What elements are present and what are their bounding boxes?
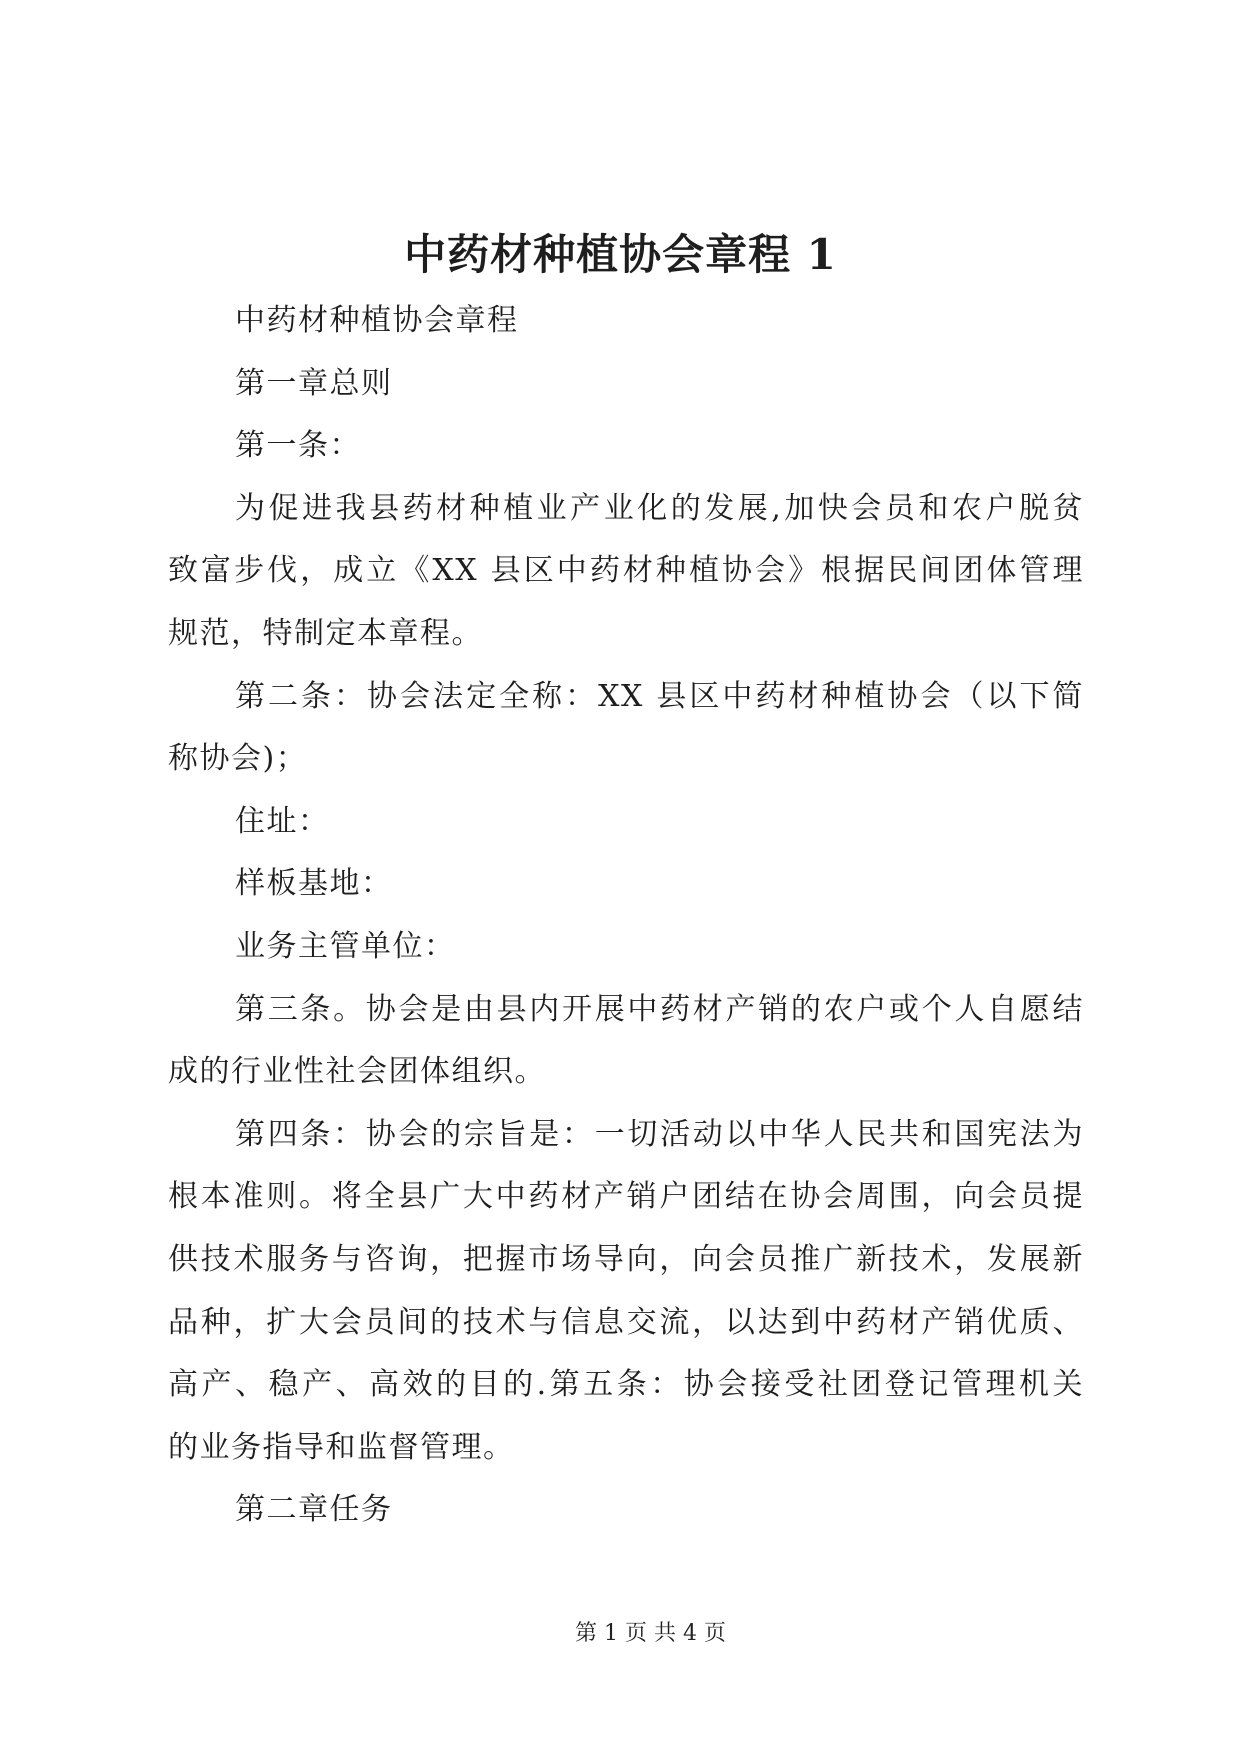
text-line: 中药材种植协会章程 <box>235 303 519 338</box>
paragraph <box>168 916 1084 979</box>
text-line: 为促进我县药材种植业产业化的发展,加快会员和农户脱贫 <box>235 490 1084 526</box>
text-line: 品种，扩大会员间的技术与信息交流，以达到中药材产销优质、 <box>168 1304 1084 1340</box>
text-line: 住址： <box>235 803 330 839</box>
text-line: 第一条： <box>235 428 361 464</box>
text-line: 第二章任务 <box>235 1492 393 1528</box>
paragraph <box>168 791 1084 854</box>
paragraph <box>168 290 1084 353</box>
text-line: 供技术服务与咨询，把握市场导向，向会员推广新技术，发展新 <box>168 1241 1084 1277</box>
paragraph <box>168 853 1084 916</box>
text-line: 第二条：协会法定全称：XX 县区中药材种植协会（以下简 <box>235 678 1084 714</box>
paragraph <box>168 1104 1084 1480</box>
document-body <box>168 290 1084 1542</box>
paragraph <box>168 1479 1084 1542</box>
paragraph <box>168 478 1084 666</box>
text-line: 规范，特制定本章程。 <box>168 615 483 651</box>
text-line: 成的行业性社会团体组织。 <box>168 1054 546 1090</box>
text-line: 第三条。协会是由县内开展中药材产销的农户或个人自愿结 <box>235 991 1084 1027</box>
text-line: 称协会)； <box>168 741 308 777</box>
text-line: 样板基地： <box>235 866 393 902</box>
text-line: 第一章总则 <box>235 365 393 401</box>
page-number-footer: 第 1 页 共 4 页 <box>575 1621 726 1646</box>
text-line: 根本准则。将全县广大中药材产销户团结在协会周围，向会员提 <box>168 1179 1084 1215</box>
document-title: 中药材种植协会章程 1 <box>404 230 837 279</box>
text-line: 业务主管单位： <box>235 928 456 964</box>
paragraph <box>168 979 1084 1104</box>
paragraph <box>168 353 1084 416</box>
paragraph <box>168 666 1084 791</box>
text-line: 致富步伐，成立《XX 县区中药材种植协会》根据民间团体管理 <box>168 553 1084 589</box>
paragraph <box>168 415 1084 478</box>
text-line: 高产、稳产、高效的目的.第五条：协会接受社团登记管理机关 <box>168 1367 1084 1403</box>
text-line: 的业务指导和监督管理。 <box>168 1429 515 1465</box>
text-line: 第四条：协会的宗旨是：一切活动以中华人民共和国宪法为 <box>235 1116 1084 1152</box>
